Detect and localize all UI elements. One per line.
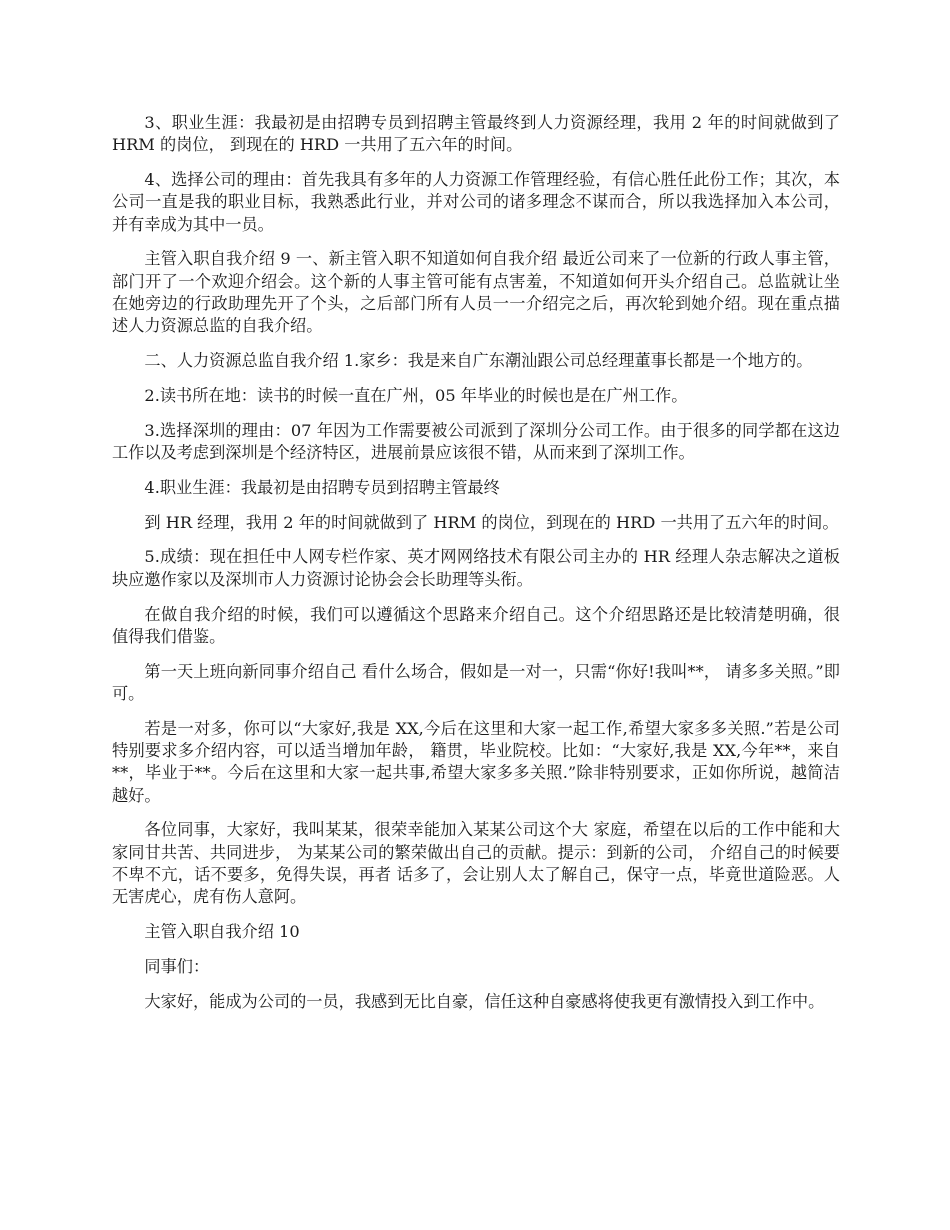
paragraph-approach: 在做自我介绍的时候，我们可以遵循这个思路来介绍自己。这个介绍思路还是比较清楚明确，很值得我们借鉴。 <box>112 604 840 646</box>
paragraph-one-to-many: 若是一对多，你可以“大家好,我是 XX,今后在这里和大家一起工作,希望大家多多关照.”若是公司特别要求多介绍内容，可以适当增加年龄， 籍贯，毕业院校。比如：“大家好,我是 XX,今年**，来自 **，毕业于**。今后在这里和大家一起共事,希望大家多多关照.”除非特别要求，正如你所说，越简洁越好。 <box>112 718 840 805</box>
paragraph-career-history: 3、职业生涯：我最初是由招聘专员到招聘主管最终到人力资源经理，我用 2 年的时间就做到了 HRM 的岗位， 到现在的 HRD 一共用了五六年的时间。 <box>112 113 840 155</box>
paragraph-achievements: 5.成绩：现在担任中人网专栏作家、英才网网络技术有限公司主办的 HR 经理人杂志解决之道板块应邀作家以及深圳市人力资源讨论协会会长助理等头衔。 <box>112 547 840 589</box>
paragraph-career-start: 4.职业生涯：我最初是由招聘专员到招聘主管最终 <box>144 477 500 497</box>
paragraph-salutation: 同事们： <box>144 956 210 976</box>
paragraph-study-location: 2.读书所在地：读书的时候一直在广州，05 年毕业的时候也是在广州工作。 <box>144 385 688 405</box>
paragraph-reason-for-company: 4、选择公司的理由：首先我具有多年的人力资源工作管理经验，有信心胜任此份工作；其次，本公司一直是我的职业目标，我熟悉此行业，并对公司的诸多理念不谋而合，所以我选择加入本公司，并有幸成为其中一员。 <box>112 170 840 234</box>
paragraph-colleagues-greeting: 各位同事，大家好，我叫某某，很荣幸能加入某某公司这个大 家庭，希望在以后的工作中能和大家同甘共苦、共同进步， 为某某公司的繁荣做出自己的贡献。提示：到新的公司， 介绍自己的时候要不卑不亢，话不要多，免得失误，再者 话多了，会让别人太了解自己，保守一点，毕竟世道险恶。人无害虎心，虎有伤人意阿。 <box>112 820 840 907</box>
document-page <box>112 112 840 1026</box>
paragraph-first-day: 第一天上班向新同事介绍自己 看什么场合，假如是一对一，只需“你好!我叫**， 请多多关照。”即可。 <box>112 661 840 703</box>
paragraph-intro-9: 主管入职自我介绍 9 一、新主管入职不知道如何自我介绍 最近公司来了一位新的行政人事主管，部门开了一个欢迎介绍会。这个新的人事主管可能有点害羞，不知道如何开头介绍自己。总监就让坐在她旁边的行政助理先开了个头，之后部门所有人员一一介绍完之后，再次轮到她介绍。现在重点描述人力资源总监的自我介绍。 <box>112 249 840 336</box>
paragraph-career-continued: 到 HR 经理，我用 2 年的时间就做到了 HRM 的岗位，到现在的 HRD 一共用了五六年的时间。 <box>144 512 839 532</box>
paragraph-closing: 大家好，能成为公司的一员，我感到无比自豪，信任这种自豪感将使我更有激情投入到工作中。 <box>144 991 825 1011</box>
paragraph-hr-director-hometown: 二、人力资源总监自我介绍 1.家乡：我是来自广东潮汕跟公司总经理董事长都是一个地方的。 <box>144 351 813 371</box>
paragraph-intro-10-heading: 主管入职自我介绍 10 <box>144 922 300 942</box>
paragraph-reason-shenzhen: 3.选择深圳的理由：07 年因为工作需要被公司派到了深圳分公司工作。由于很多的同学都在这边工作以及考虑到深圳是个经济特区，进展前景应该很不错，从而来到了深圳工作。 <box>112 420 840 463</box>
